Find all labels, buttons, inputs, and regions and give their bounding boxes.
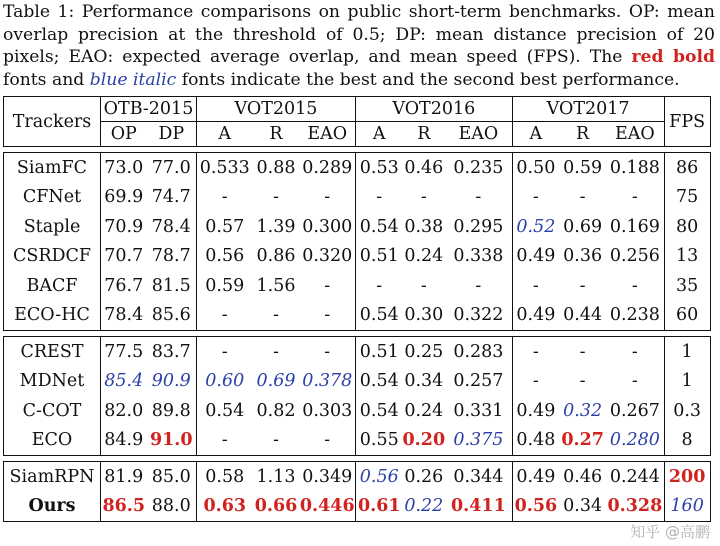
table-cell: -	[606, 183, 664, 213]
table-row	[4, 183, 711, 213]
table-cell: 0.50	[512, 153, 559, 183]
header-vot2015: VOT2015	[197, 97, 356, 122]
table-cell: 0.82	[256, 400, 296, 421]
table-cell: -	[579, 275, 586, 296]
table-cell: 0.24	[404, 246, 444, 267]
table-cell: -	[532, 187, 539, 208]
table-cell: 0.289	[300, 153, 356, 183]
table-cell: -	[532, 371, 539, 392]
table-cell: 70.7	[104, 246, 144, 267]
table-cell: 78.4	[101, 301, 147, 331]
table-cell: 0.25	[403, 337, 446, 367]
subheader-dp: DP	[147, 122, 197, 147]
table-cell: 0.30	[403, 301, 446, 331]
table-cell: 0.55	[356, 426, 403, 456]
table-cell: 0.49	[516, 400, 556, 421]
table-row	[4, 367, 711, 397]
table-cell: 0.446	[300, 492, 356, 522]
table-row	[4, 242, 711, 272]
table-cell: 0.56	[205, 246, 245, 267]
table-cell: 91.0	[147, 426, 197, 456]
header-trackers: Trackers	[4, 97, 101, 147]
tracker-name: C-COT	[4, 396, 101, 426]
table-cell: 90.9	[147, 367, 197, 397]
table-cell: 0.49	[512, 301, 559, 331]
table-cell: -	[253, 426, 300, 456]
table-cell: 0.66	[253, 492, 300, 522]
table-cell: 0.86	[256, 246, 296, 267]
header-fps: FPS	[664, 97, 710, 147]
table-cell: -	[579, 187, 586, 208]
table-cell: 81.5	[147, 271, 197, 301]
table-cell: 76.7	[104, 275, 144, 296]
table-cell: 0.48	[512, 426, 559, 456]
subheader-eao: EAO	[606, 122, 664, 147]
table-cell: 0.283	[445, 337, 512, 367]
table-cell: -	[197, 301, 253, 331]
table-cell: 0.22	[403, 492, 446, 522]
table-cell: 0.60	[205, 371, 245, 392]
tracker-name: BACF	[4, 271, 101, 301]
table-cell: -	[197, 337, 253, 367]
table-cell: 0.49	[516, 246, 556, 267]
table-cell: 0.88	[253, 153, 300, 183]
table-cell: -	[376, 187, 383, 208]
subheader-eao: EAO	[445, 122, 512, 147]
table-cell: -	[579, 371, 586, 392]
table-cell: 0.34	[404, 371, 444, 392]
table-cell: 1.56	[256, 275, 296, 296]
table-cell: 0.36	[563, 246, 603, 267]
table-cell: 78.7	[147, 242, 197, 272]
table-cell: 35	[664, 271, 710, 301]
table-cell: -	[512, 337, 559, 367]
table-cell: 0.26	[403, 462, 446, 492]
table-cell: 0.331	[445, 396, 512, 426]
table-cell: -	[253, 337, 300, 367]
table-cell: 0.378	[300, 367, 356, 397]
table-row	[4, 426, 711, 456]
table-cell: 0.238	[606, 301, 664, 331]
table-cell: 1.39	[256, 216, 296, 237]
table-cell: 0.61	[356, 492, 403, 522]
table-cell: 0.46	[559, 462, 606, 492]
table-cell: 60	[664, 301, 710, 331]
table-row	[4, 212, 711, 242]
subheader-r: R	[559, 122, 606, 147]
table-cell: 80	[664, 212, 710, 242]
tracker-name: CSRDCF	[4, 242, 101, 272]
caption-best-label: red bold	[631, 47, 715, 67]
table-cell: 0.328	[606, 492, 664, 522]
table-cell: -	[606, 367, 664, 397]
table-row	[4, 153, 711, 183]
subheader-a: A	[356, 122, 403, 147]
table-cell: 0.267	[606, 396, 664, 426]
table-row	[4, 462, 711, 492]
table-cell: 77.0	[147, 153, 197, 183]
table-caption	[3, 1, 715, 91]
table-cell: 0.54	[359, 371, 399, 392]
table-cell: 0.54	[205, 400, 245, 421]
tracker-name: Staple	[4, 212, 101, 242]
subheader-r: R	[253, 122, 300, 147]
table-cell: 0.44	[559, 301, 606, 331]
table-cell: 0.303	[300, 396, 356, 426]
table-cell: 0.27	[559, 426, 606, 456]
tracker-name: SiamRPN	[4, 462, 101, 492]
table-cell: -	[273, 187, 279, 208]
table-cell: 75	[664, 183, 710, 213]
table-cell: 88.0	[147, 492, 197, 522]
table-cell: 0.20	[403, 426, 446, 456]
table-cell: 0.38	[404, 216, 444, 237]
subheader-op: OP	[101, 122, 147, 147]
table-cell: 0.320	[300, 242, 356, 272]
table-cell: 89.8	[147, 396, 197, 426]
table-cell: 0.59	[559, 153, 606, 183]
table-cell: 0.295	[445, 212, 512, 242]
table-cell: 81.9	[101, 462, 147, 492]
table-cell: 0.69	[256, 371, 296, 392]
tracker-name: CFNet	[4, 183, 101, 213]
table-cell: 0.63	[197, 492, 253, 522]
table-cell: 85.0	[147, 462, 197, 492]
header-vot2016: VOT2016	[356, 97, 513, 122]
table-cell: 0.34	[559, 492, 606, 522]
table-cell: 69.9	[104, 187, 144, 208]
header-vot2017: VOT2017	[512, 97, 664, 122]
table-cell: 0.58	[197, 462, 253, 492]
table-cell: 83.7	[147, 337, 197, 367]
table-cell: -	[559, 337, 606, 367]
subheader-a: A	[512, 122, 559, 147]
table-cell: -	[253, 301, 300, 331]
tracker-name: CREST	[4, 337, 101, 367]
table-row	[4, 337, 711, 367]
performance-table	[3, 96, 711, 522]
table-row	[4, 271, 711, 301]
tracker-name: SiamFC	[4, 153, 101, 183]
caption-second-label: blue italic	[89, 69, 177, 90]
table-cell: 0.59	[205, 275, 245, 296]
table-cell: 0.56	[356, 462, 403, 492]
table-cell: 0.349	[300, 462, 356, 492]
table-cell: 0.322	[445, 301, 512, 331]
table-cell: -	[532, 275, 539, 296]
table-cell: 0.375	[445, 426, 512, 456]
table-cell: 0.188	[606, 153, 664, 183]
table-cell: 0.56	[512, 492, 559, 522]
table-cell: 1	[664, 367, 710, 397]
tracker-name: ECO-HC	[4, 301, 101, 331]
table-cell: 0.53	[356, 153, 403, 183]
table-cell: 74.7	[147, 183, 197, 213]
table-cell: -	[606, 271, 664, 301]
subheader-r: R	[403, 122, 446, 147]
table-cell: 84.9	[101, 426, 147, 456]
table-cell: 1	[664, 337, 710, 367]
table-cell: 86	[664, 153, 710, 183]
table-cell: 0.344	[445, 462, 512, 492]
table-row	[4, 492, 711, 522]
table-cell: 0.300	[300, 212, 356, 242]
table-cell: 85.6	[147, 301, 197, 331]
tracker-name: MDNet	[4, 367, 101, 397]
table-cell: 73.0	[101, 153, 147, 183]
table-cell: 0.280	[606, 426, 664, 456]
table-cell: -	[420, 275, 427, 296]
table-cell: 0.32	[563, 400, 603, 421]
table-cell: -	[197, 426, 253, 456]
table-cell: 86.5	[101, 492, 147, 522]
table-cell: 1.13	[253, 462, 300, 492]
table-cell: 0.46	[403, 153, 446, 183]
table-cell: 0.57	[205, 216, 245, 237]
table-cell: 0.51	[359, 246, 399, 267]
watermark: 知乎 @高鹏	[630, 523, 710, 541]
subheader-a: A	[197, 122, 253, 147]
table-cell: 82.0	[104, 400, 144, 421]
caption-text: fonts indicate the best and the second best performance.	[176, 69, 680, 90]
table-cell: 0.52	[516, 216, 556, 237]
table-cell: -	[300, 426, 356, 456]
table-cell: 0.244	[606, 462, 664, 492]
table-cell: 0.54	[359, 400, 399, 421]
table-cell: 200	[664, 462, 710, 492]
table-cell: -	[300, 337, 356, 367]
table-cell: 160	[664, 492, 710, 522]
table-cell: 0.3	[664, 396, 710, 426]
table-cell: 0.338	[445, 242, 512, 272]
table-row	[4, 301, 711, 331]
table-cell: -	[606, 337, 664, 367]
table-cell: 0.54	[359, 216, 399, 237]
table-cell: -	[445, 183, 512, 213]
table-cell: 85.4	[104, 371, 144, 392]
table-cell: 0.235	[445, 153, 512, 183]
table-row	[4, 396, 711, 426]
caption-text: fonts and	[3, 69, 90, 90]
table-cell: -	[221, 187, 228, 208]
table-cell: 78.4	[147, 212, 197, 242]
table-cell: -	[420, 187, 427, 208]
table-cell: 70.9	[104, 216, 144, 237]
table-cell: 13	[664, 242, 710, 272]
table-cell: 0.533	[197, 153, 253, 183]
table-cell: -	[300, 183, 356, 213]
table-cell: 0.24	[404, 400, 444, 421]
table-cell: -	[300, 271, 356, 301]
table-cell: 0.256	[606, 242, 664, 272]
table-cell: -	[445, 271, 512, 301]
tracker-name: ECO	[4, 426, 101, 456]
table-cell: 0.257	[445, 367, 512, 397]
table-cell: 8	[664, 426, 710, 456]
table-cell: 0.54	[356, 301, 403, 331]
caption-text: Table 1: Performance comparisons on public short-term benchmarks. OP: mean overlap precision at the threshold of 0.5; DP: mean distance precision of 20 pixels; EAO: expected average overlap, and mean speed (FPS). The	[3, 2, 715, 67]
table-cell: 0.169	[606, 212, 664, 242]
table-cell: 0.51	[356, 337, 403, 367]
table-cell: -	[300, 301, 356, 331]
table-cell: -	[376, 275, 383, 296]
tracker-name: Ours	[4, 492, 101, 522]
table-cell: 0.69	[563, 216, 603, 237]
subheader-eao: EAO	[300, 122, 356, 147]
table-cell: 0.49	[512, 462, 559, 492]
table-cell: 0.411	[445, 492, 512, 522]
table-cell: 77.5	[101, 337, 147, 367]
header-otb2015: OTB-2015	[101, 97, 197, 122]
